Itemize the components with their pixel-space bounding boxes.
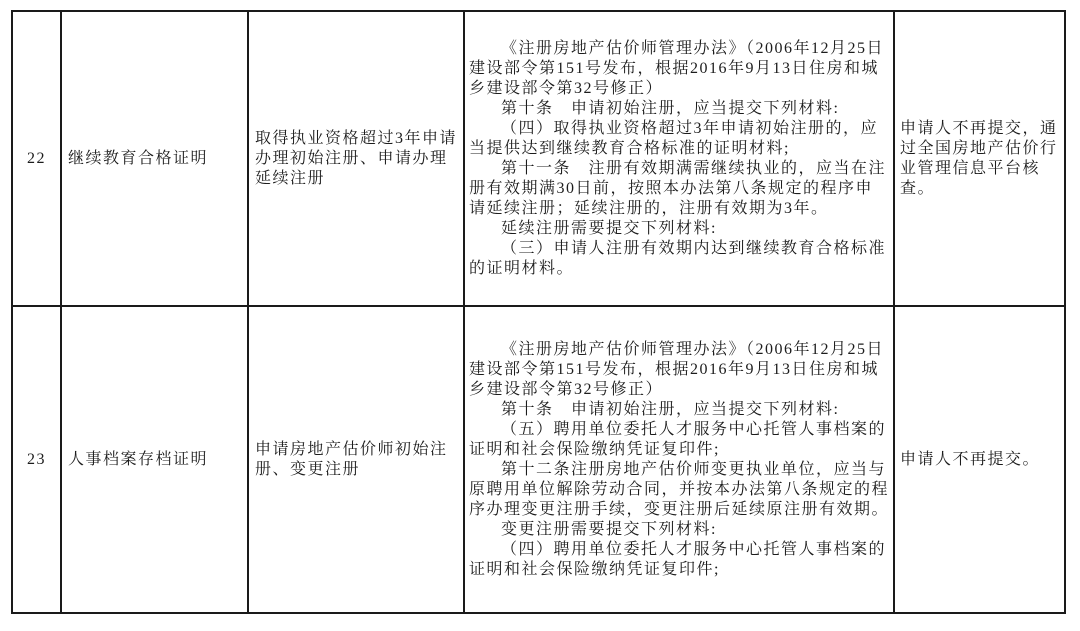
basis-paragraph: 《注册房地产估价师管理办法》（2006年12月25日建设部令第151号发布，根据2016年9月13日住房和城乡建设部令第32号修正） [469,39,885,97]
basis-paragraph: 延续注册需要提交下列材料: [501,219,717,237]
row-remark: 申请人不再提交。 [894,306,1065,613]
table-row [12,306,1065,613]
row-application-scenario: 取得执业资格超过3年申请办理初始注册、申请办理延续注册 [248,11,464,306]
basis-paragraph: （四）聘用单位委托人才服务中心托管人事档案的证明和社会保险缴纳凭证复印件; [469,540,887,578]
basis-paragraph: （五）聘用单位委托人才服务中心托管人事档案的证明和社会保险缴纳凭证复印件; [469,420,887,458]
basis-paragraph: 第十条 申请初始注册，应当提交下列材料: [501,400,840,418]
row-item-name: 继续教育合格证明 [61,11,248,306]
basis-paragraph: 第十二条注册房地产估价师变更执业单位，应当与原聘用单位解除劳动合同，并按本办法第八条规定的程序办理变更注册手续，变更注册后延续原注册有效期。 [469,460,890,518]
basis-paragraph: 变更注册需要提交下列材料: [501,520,717,538]
basis-paragraph: 第十一条 注册有效期满需继续执业的，应当在注册有效期满30日前，按照本办法第八条规定的程序申请延续注册；延续注册的，注册有效期为3年。 [469,159,887,217]
basis-paragraph: （三）申请人注册有效期内达到继续教育合格标准的证明材料。 [469,239,887,277]
row-legal-basis [464,11,894,306]
materials-table [11,10,1066,614]
basis-paragraph: 第十条 申请初始注册，应当提交下列材料: [501,99,840,117]
row-application-scenario: 申请房地产估价师初始注册、变更注册 [248,306,464,613]
basis-paragraph: （四）取得执业资格超过3年申请初始注册的，应当提供达到继续教育合格标准的证明材料; [469,119,879,157]
row-legal-basis [464,306,894,613]
row-item-name: 人事档案存档证明 [61,306,248,613]
row-seq-number: 23 [12,306,61,613]
basis-paragraph: 《注册房地产估价师管理办法》（2006年12月25日建设部令第151号发布，根据2016年9月13日住房和城乡建设部令第32号修正） [469,340,885,398]
row-remark: 申请人不再提交，通过全国房地产估价行业管理信息平台核查。 [894,11,1065,306]
table-row [12,11,1065,306]
row-seq-number: 22 [12,11,61,306]
